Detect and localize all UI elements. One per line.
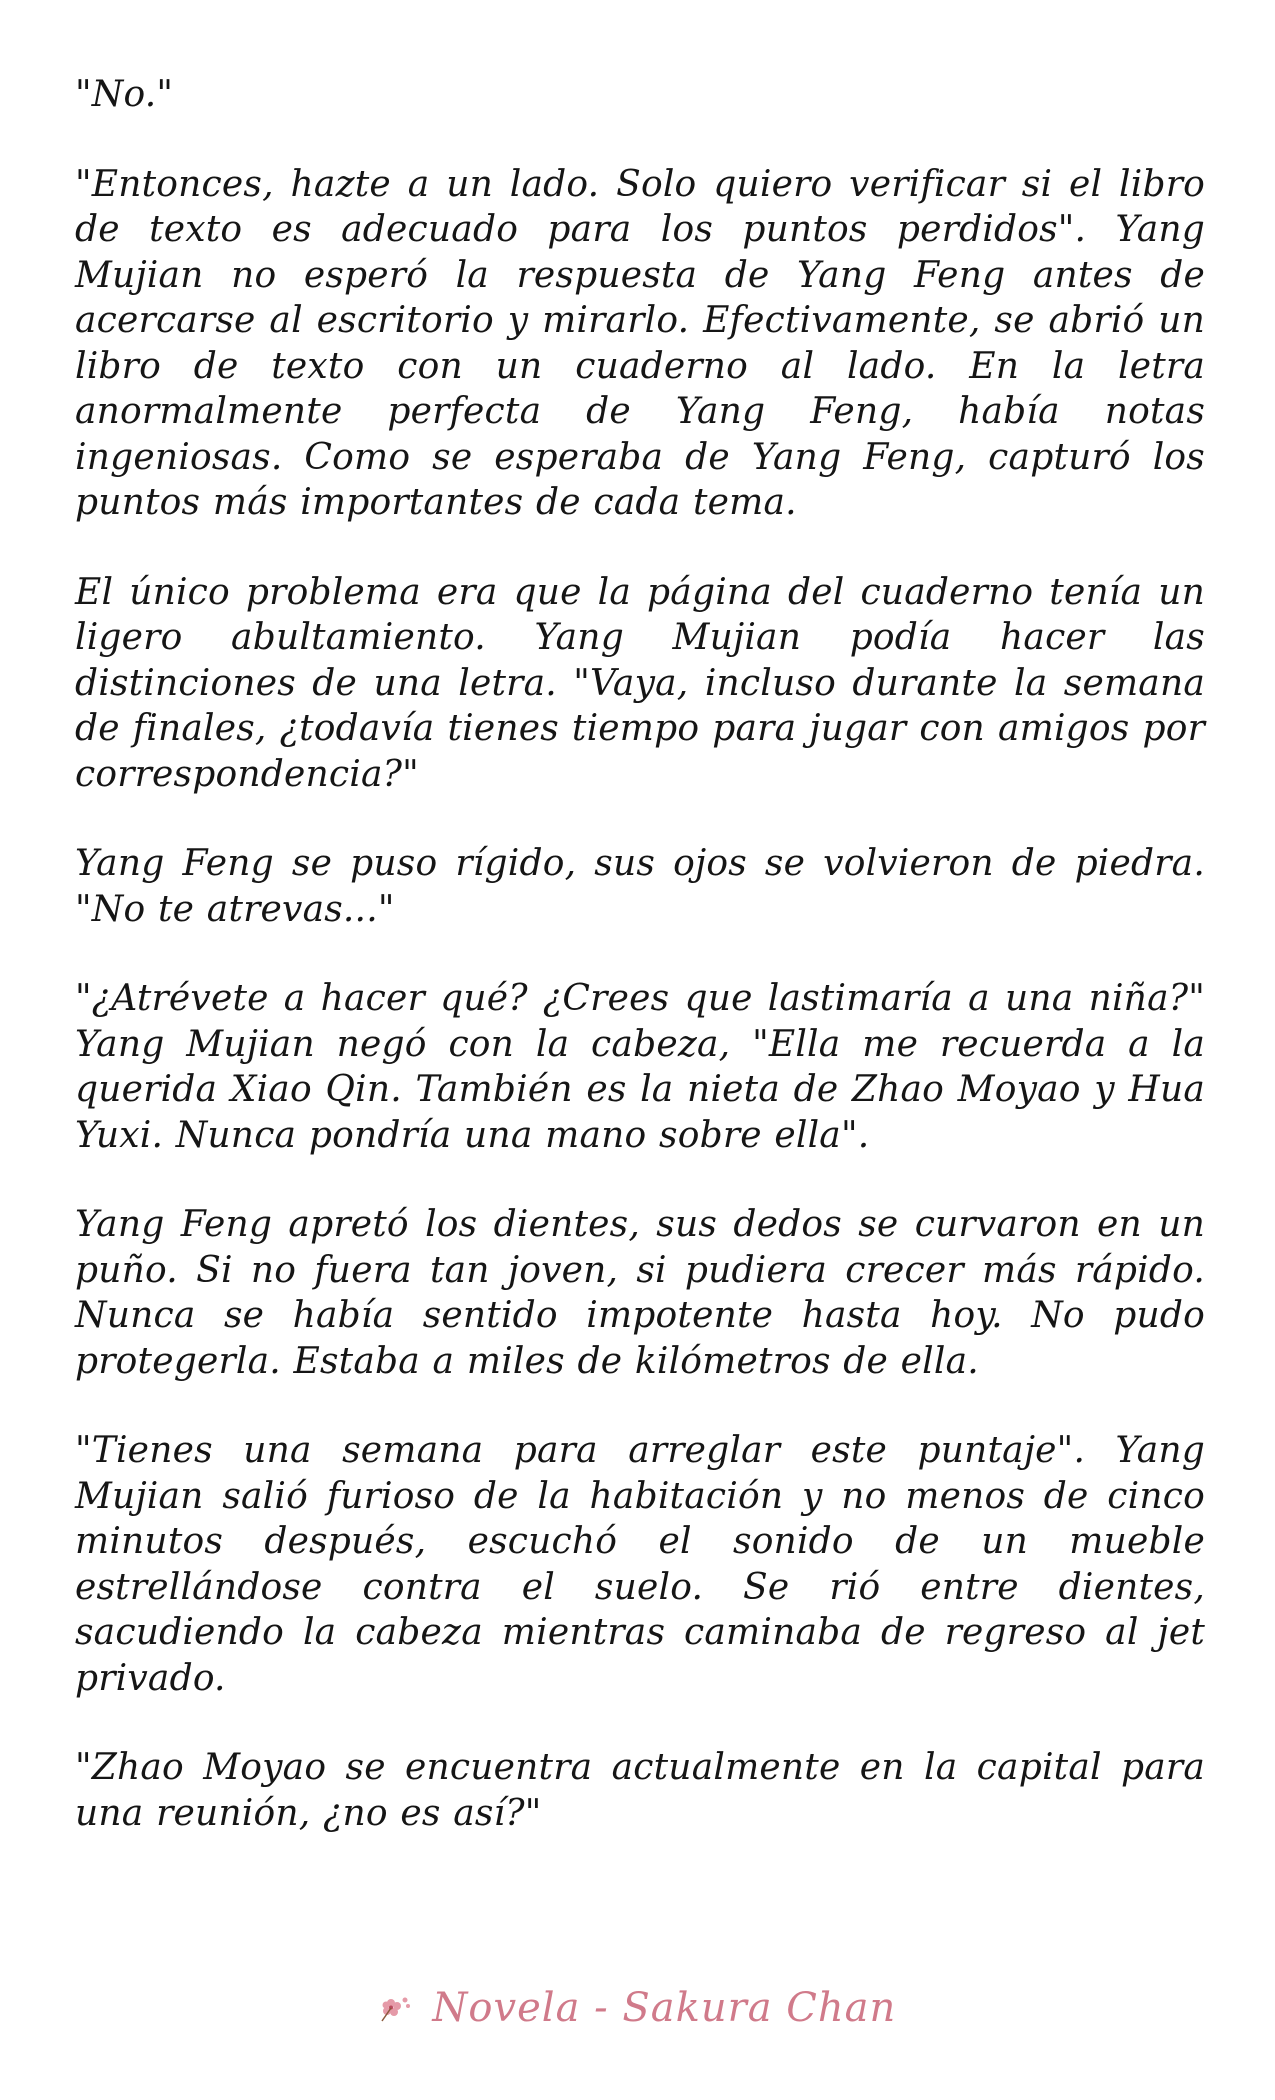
- watermark: [0, 1985, 1275, 2034]
- sakura-flower-icon: [379, 1988, 413, 2034]
- paragraph: "Tienes una semana para arreglar este puntaje". Yang Mujian salió furioso de la habitación y no menos de cinco minutos después, escuchó el sonido de un mueble estrellándose contra el suelo. Se rió entre dientes, sacudiendo la cabeza mientras caminaba de regreso al jet privado.: [75, 1430, 1205, 1699]
- paragraph: "¿Atrévete a hacer qué? ¿Crees que lastimaría a una niña?" Yang Mujian negó con la cabeza, "Ella me recuerda a la querida Xiao Qin. También es la nieta de Zhao Moyao y Hua Yuxi. Nunca pondría una mano sobre ella".: [75, 978, 1205, 1156]
- watermark-text: Novela - Sakura Chan: [432, 1985, 897, 2031]
- paragraph: Yang Feng se puso rígido, sus ojos se volvieron de piedra. "No te atrevas...": [75, 843, 1205, 930]
- document-body: [75, 72, 1205, 1880]
- paragraph: "No.": [75, 74, 174, 115]
- paragraph: "Entonces, hazte a un lado. Solo quiero verificar si el libro de texto es adecuado para los puntos perdidos". Yang Mujian no esperó la respuesta de Yang Feng antes de acercarse al escritorio y mirarlo. Efectivamente, se abrió un libro de texto con un cuaderno al lado. En la letra anormalmente perfecta de Yang Feng, había notas ingeniosas. Como se esperaba de Yang Feng, capturó los puntos más importantes de cada tema.: [75, 163, 1205, 523]
- paragraph: "Zhao Moyao se encuentra actualmente en la capital para una reunión, ¿no es así?": [75, 1747, 1205, 1834]
- paragraph: El único problema era que la página del cuaderno tenía un ligero abultamiento. Yang Mujian podía hacer las distinciones de una letra. "Vaya, incluso durante la semana de finales, ¿todavía tienes tiempo para jugar con amigos por correspondencia?": [75, 571, 1205, 795]
- paragraph: Yang Feng apretó los dientes, sus dedos se curvaron en un puño. Si no fuera tan joven, si pudiera crecer más rápido. Nunca se había sentido impotente hasta hoy. No pudo protegerla. Estaba a miles de kilómetros de ella.: [75, 1204, 1205, 1382]
